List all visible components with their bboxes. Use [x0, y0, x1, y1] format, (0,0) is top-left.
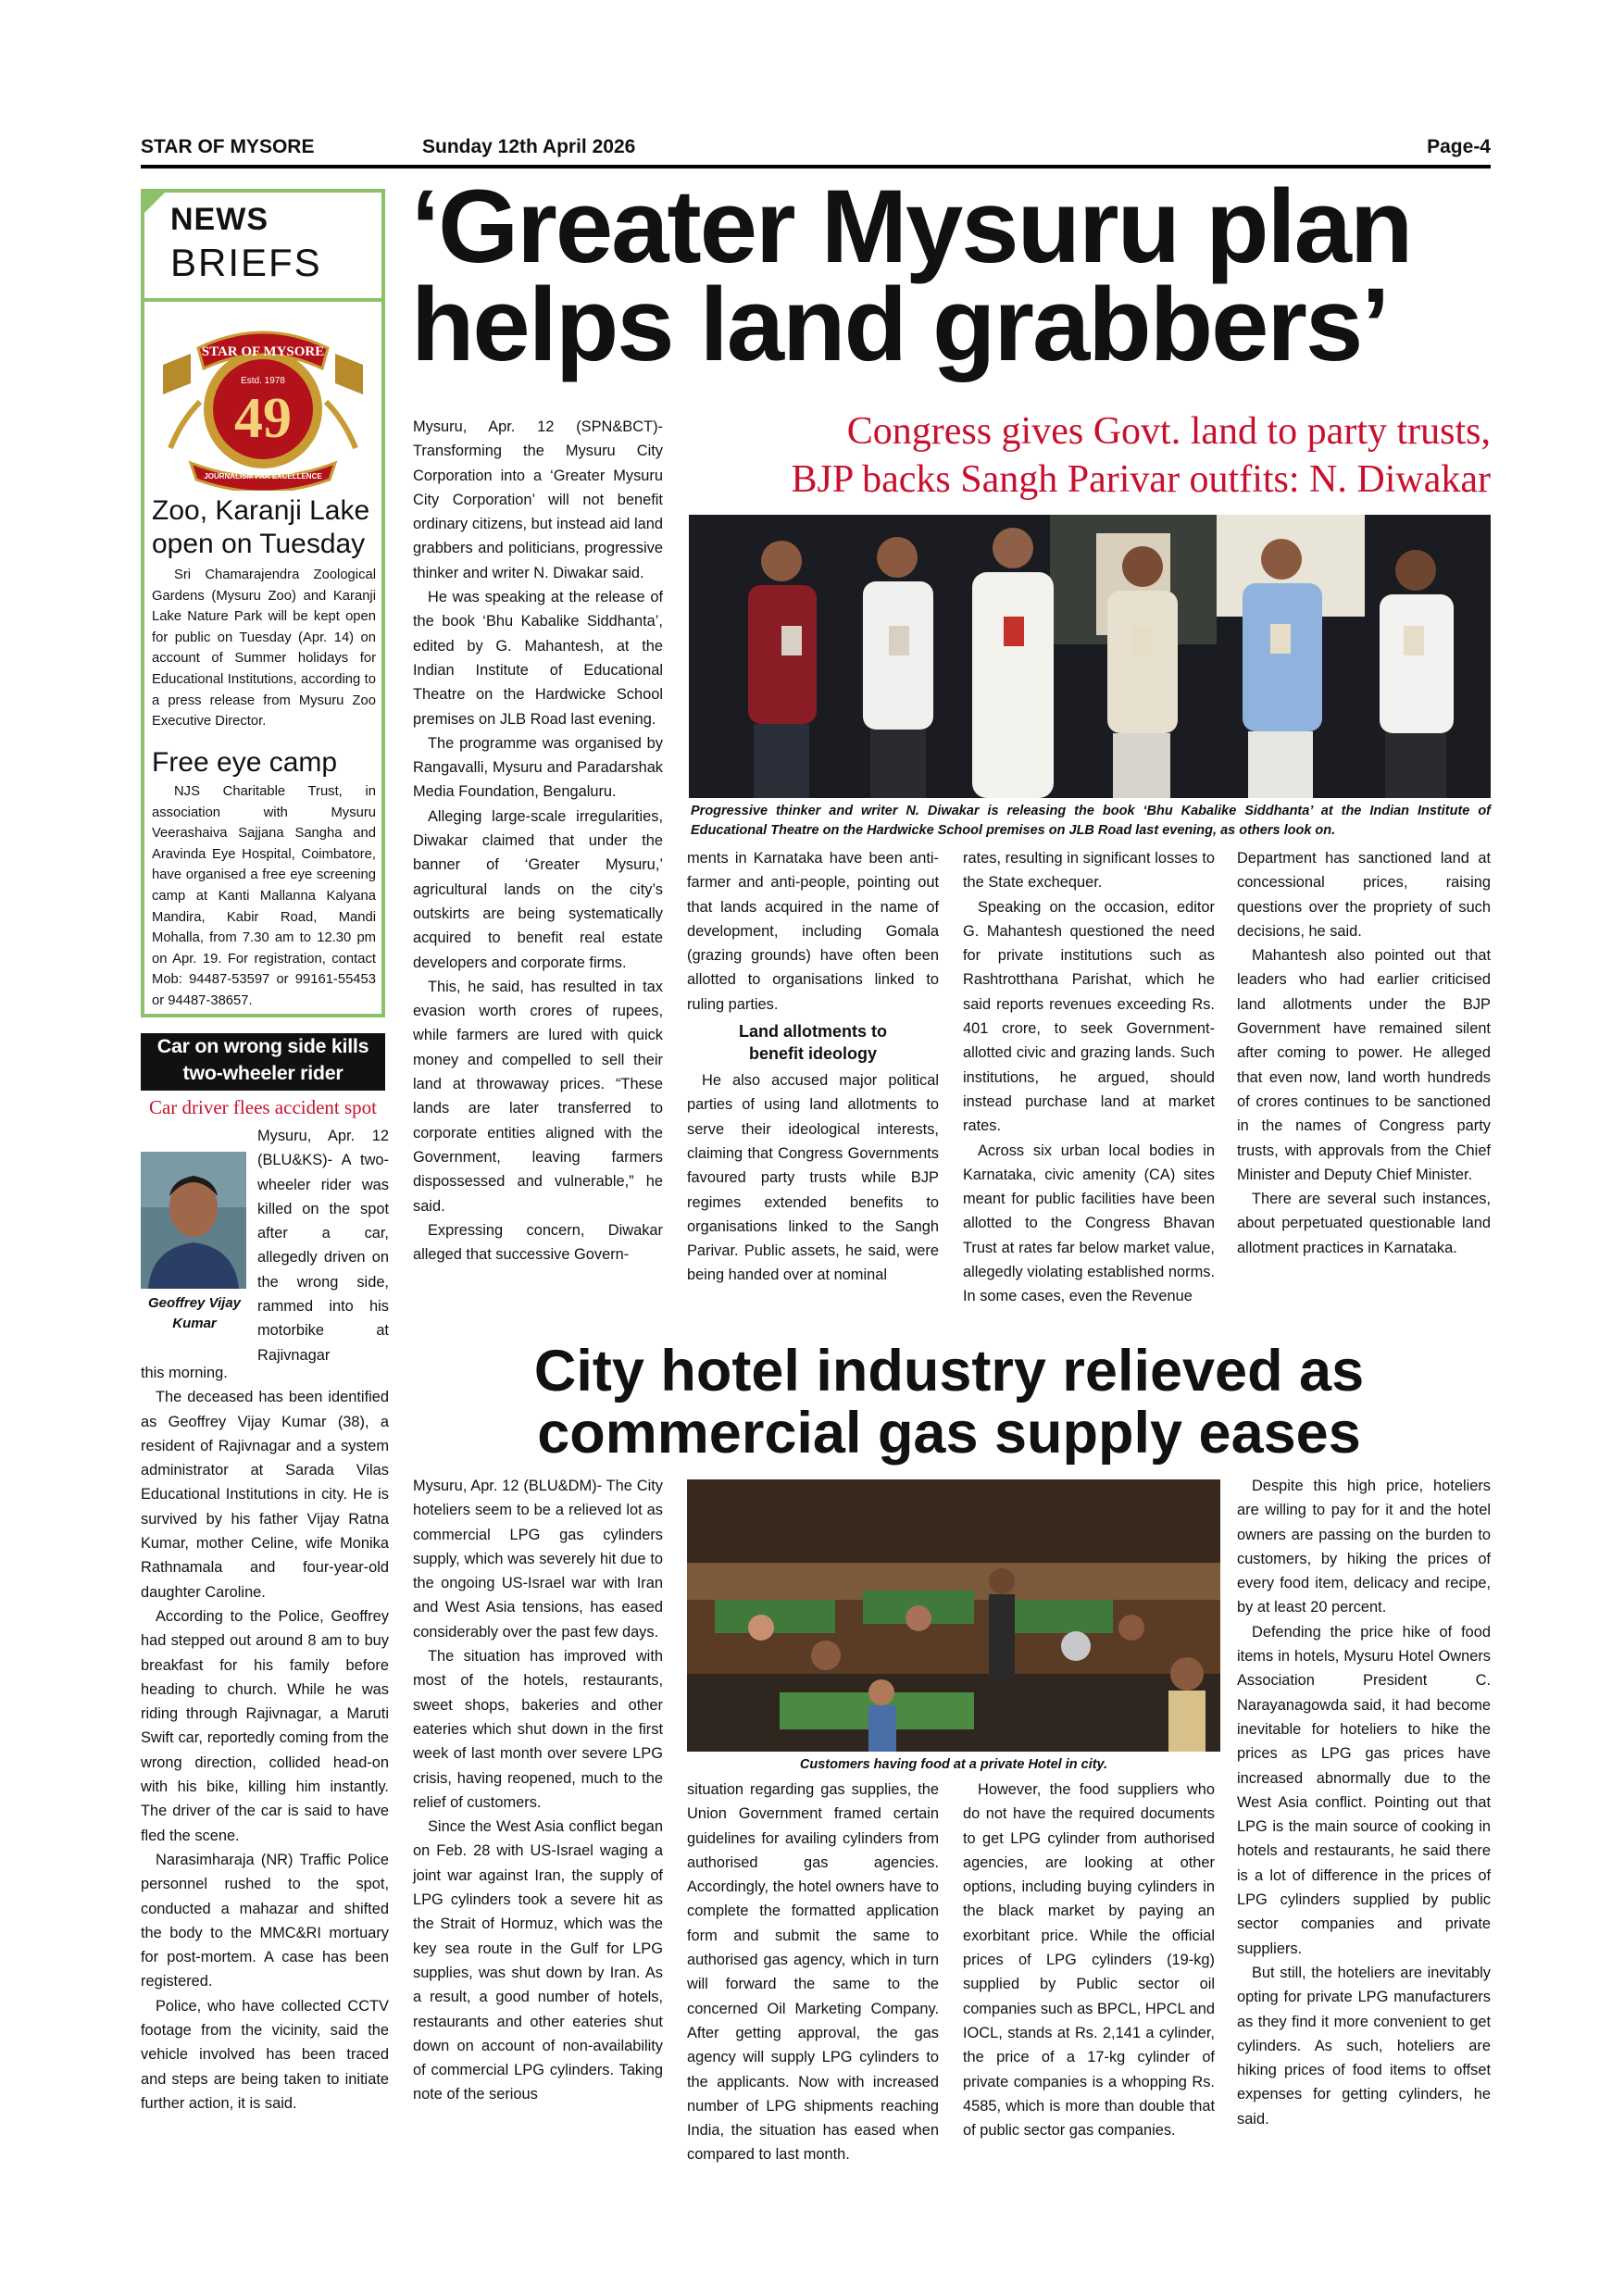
accident-headline-line2: two-wheeler rider	[182, 1062, 344, 1084]
paragraph: Narasimharaja (NR) Traffic Police personnel rushed to the spot, conducted a mahazar and shifted the body to the MMC&RI mortuary for post-mortem. A case has been registered.	[141, 1851, 389, 1990]
paragraph: ments in Karnataka have been anti-farmer and anti-people, pointing out that lands acquired in the name of development, including Gomala (grazing grounds) have often been allotted to organisations linked to ruling parties.	[687, 850, 939, 1013]
lead-inline-subhead	[687, 1020, 939, 1065]
hotel-headline	[407, 1341, 1491, 1465]
paragraph: He was speaking at the release of the book ‘Bhu Kabalike Siddhanta’, edited by G. Mahantesh, at the Indian Institute of Educational Theatre on the Hardwicke School premises on JLB Road last evening.	[413, 589, 663, 728]
anniversary-logo	[154, 309, 372, 491]
paragraph: Alleging large-scale irregularities, Diwakar claimed that under the banner of ‘Greater Mysuru,’ agricultural lands on the city’s outskirts are being systematically acquired to benefit real estate developers and corporate firms.	[413, 807, 663, 971]
book-release-caption: Progressive thinker and writer N. Diwakar is releasing the book ‘Bhu Kabalike Siddhanta’ at the Indian Institute of Educational Theatre on the Hardwicke School premises on JLB Road last evening, as others look on.	[691, 804, 1491, 838]
hotel-col-4	[1237, 1474, 1491, 2131]
issue-date: Sunday 12th April 2026	[422, 136, 636, 157]
paragraph: Mysuru, Apr. 12 (BLU&DM)- The City hoteliers seem to be a relieved lot as commercial LPG gas cylinders supply, which was severely hit due to the ongoing US-Israel war with Iran and West Asia tensions, has eased considerably over the past few days.	[413, 1478, 663, 1641]
lead-col-1	[413, 415, 663, 1267]
paragraph: Mahantesh also pointed out that leaders who had earlier criticised land allotments under the BJP Government have remained silent after coming to power. He alleged that even now, land worth hundreds of crores continues to be sanctioned in the names of Congress party trusts, with approvals from the Chief Minister and Deputy Chief Minister.	[1237, 947, 1491, 1183]
paragraph: The programme was organised by Rangavalli, Mysuru and Paradarshak Media Foundation, Bengaluru.	[413, 734, 663, 801]
brief-item	[152, 494, 376, 732]
brief-body: NJS Charitable Trust, in association with Mysuru Veerashaiva Sajjana Sangha and Aravinda Eye Hospital, Coimbatore, have organised a free eye screening camp at Kanti Mallanna Kalyana Mandira, Kabir Road, Mandi Mohalla, from 7.30 am to 12.30 pm on Apr. 19. For registration, contact Mob: 94487-53597 or 99161-55453 or 94487-38657.	[152, 784, 376, 1008]
paragraph: However, the food suppliers who do not have the required documents to get LPG cylinder from authorised agencies, are looking at other options, including buying cylinders in the black market by paying an exorbitant price. While the official prices of LPG cylinders (19-kg) supplied by Public sector oil companies such as BPCL, HPCL and IOCL, stands at Rs. 2,141 a cylinder, the price of a 17-kg cylinder of private companies is a whopping Rs. 4585, which is more than double that of public sector gas companies.	[963, 1781, 1215, 2140]
paragraph: But still, the hoteliers are inevitably opting for private LPG manufacturers as they find it more convenient to get cylinders. As such, hoteliers are hiking prices of food items to offset expenses for getting cylinders, he said.	[1237, 1964, 1491, 2128]
paragraph: The deceased has been identified as Geoffrey Vijay Kumar (38), a resident of Rajivnagar and a system administrator at Sarada Vilas Educational Institutions in city. He is survived by his father Vijay Ratna Kumar, mother Celine, wife Monika Rathnamala and four-year-old daughter Caroline.	[141, 1389, 389, 1601]
lead-col-2	[687, 846, 939, 1288]
accident-headline-line1: Car on wrong side kills	[156, 1035, 369, 1057]
news-briefs-title-bottom: BRIEFS	[170, 241, 322, 284]
hotel-col-1	[413, 1474, 663, 2107]
lead-headline	[411, 168, 1491, 382]
lead-headline-line1: ‘Greater Mysuru plan	[411, 168, 1412, 284]
lead-col-4	[1237, 846, 1491, 1260]
paragraph: This, he said, has resulted in tax evasion worth crores of rupees, while farmers are lured with quick money and compelled to sell their land at throwaway prices. “These lands are later transferred to corporate entities aligned with the Government, leaving farmers dispossessed and vulnerable,” he said.	[413, 978, 663, 1215]
lead-subhead-line1: Congress gives Govt. land to party trusts,	[846, 410, 1491, 453]
paragraph: Across six urban local bodies in Karnataka, civic amenity (CA) sites meant for public facilities have been allotted to the Congress Bhavan Trust at rates far below market value, allegedly violating established norms. In some cases, even the Revenue	[963, 1142, 1215, 1305]
briefs-divider	[141, 298, 385, 302]
logo-ribbon-text: STAR OF MYSORE	[201, 344, 325, 359]
paragraph: According to the Police, Geoffrey had stepped out around 8 am to buy breakfast for his family before heading to church. While he was riding through Rajivnagar, a Maruti Swift car, reportedly coming from the wrong direction, collided head-on with his bike, killing him instantly. The driver of the car is said to have fled the scene.	[141, 1607, 389, 1844]
hotel-headline-line2: commercial gas supply eases	[537, 1401, 1361, 1466]
paragraph: He also accused major political parties of using land allotments to serve their ideological interests, claiming that Congress Governments favoured party trusts while BJP regimes extended benefits to organisations linked to the Sangh Parivar. Public assets, he said, were being handed over at nominal	[687, 1072, 939, 1284]
lead-subhead	[685, 407, 1491, 504]
lead-subhead-line2: BJP backs Sangh Parivar outfits: N. Diwakar	[791, 458, 1491, 501]
hotel-col-3	[963, 1778, 1215, 2142]
hotel-photo-caption: Customers having food at a private Hotel in city.	[799, 1757, 1108, 1772]
page-number: Page-4	[1427, 136, 1491, 157]
paragraph: The situation has improved with most of the hotels, restaurants, sweet shops, bakeries and other eateries which shut down in the first week of last month over severe LPG crisis, having reopened, much to the relief of customers.	[413, 1648, 663, 1811]
logo-estd-text: Estd. 1978	[241, 376, 285, 386]
logo-number: 49	[234, 387, 292, 450]
brief-headline: Zoo, Karanji Lake open on Tuesday	[152, 495, 370, 559]
victim-photo	[141, 1152, 246, 1289]
accident-lede: Mysuru, Apr. 12 (BLU&KS)- A two-wheeler rider was killed on the spot after a car, allegedly driven on the wrong side, rammed into his motorbike at Rajivnagar	[257, 1128, 389, 1364]
paragraph: Expressing concern, Diwakar alleged that successive Govern-	[413, 1221, 663, 1264]
paragraph: Despite this high price, hoteliers are willing to pay for it and the hotel owners are passing on the burden to customers, by hiking the prices of every food item, delicacy and recipe, by at least 20 percent.	[1237, 1478, 1491, 1616]
paragraph: rates, resulting in significant losses to the State exchequer.	[963, 850, 1215, 892]
accident-headline	[141, 1033, 385, 1091]
brief-item	[152, 746, 376, 1012]
paragraph: Mysuru, Apr. 12 (SPN&BCT)- Transforming the Mysuru City Corporation into a ‘Greater Mysuru City Corporation’ will not benefit ordinary citizens, but instead aid land grabbers and politicians, progressive thinker and writer N. Diwakar said.	[413, 418, 663, 581]
paragraph: Department has sanctioned land at concessional prices, raising questions over the propriety of such decisions, he said.	[1237, 850, 1491, 940]
brief-headline: Free eye camp	[152, 747, 338, 778]
publication-name: STAR OF MYSORE	[141, 136, 315, 157]
paragraph: situation regarding gas supplies, the Union Government framed certain guidelines for availing cylinders from authorised gas agencies. Accordingly, the hotel owners have to complete the formatted application form and submit the same to authorised gas agency, which in turn will forward the same to the concerned Oil Marketing Company. After getting approval, the gas agency will supply LPG cylinders to the applicants. Now with increased number of LPG shipments reaching India, the situation has eased when compared to last month.	[687, 1781, 939, 2164]
hotel-photo	[687, 1479, 1220, 1752]
paragraph: There are several such instances, about perpetuated questionable land allotment practices in Karnataka.	[1237, 1191, 1491, 1256]
paragraph: this morning.	[141, 1365, 228, 1381]
book-release-photo	[689, 515, 1491, 798]
lead-col-3	[963, 846, 1215, 1309]
corner-marker	[144, 193, 165, 213]
lead-headline-line2: helps land grabbers’	[411, 267, 1389, 382]
accident-body	[141, 1361, 389, 2115]
lead-inline-subhead-line1: Land allotments to	[738, 1022, 887, 1042]
hotel-col-2	[687, 1778, 939, 2167]
logo-motto: JOURNALISM PAR EXCELLENCE	[204, 472, 322, 480]
victim-photo-caption: Geoffrey Vijay Kumar	[147, 1295, 242, 1331]
news-briefs-box	[141, 189, 385, 1017]
brief-body: Sri Chamarajendra Zoological Gardens (Mysuru Zoo) and Karanji Lake Nature Park will be kept open for public on Tuesday (Apr. 14) on account of Summer holidays for Educational Institutions, according to a press release from Mysuru Zoo Executive Director.	[152, 568, 376, 730]
paragraph: Police, who have collected CCTV footage from the vicinity, said the vehicle involved has been traced and steps are being taken to initiate further action, it is said.	[141, 1997, 389, 2112]
paragraph: Speaking on the occasion, editor G. Mahantesh questioned the need for private institutions such as Rashtrotthana Parishat, which he said reports revenues exceeding Rs. 401 crore, to seek Government-allotted civic and grazing lands. Such institutions, he argued, should instead purchase land at market rates.	[963, 898, 1215, 1135]
hotel-headline-line1: City hotel industry relieved as	[533, 1339, 1365, 1404]
paragraph: Since the West Asia conflict began on Feb. 28 with US-Israel waging a joint war against Iran, the supply of LPG cylinders took a severe hit as the Strait of Hormuz, which was the key sea route in the Gulf for LPG supplies, was shut down by Iran. As a result, a good number of hotels, restaurants and other eateries shut down on account of non-availability of commercial LPG cylinders. Taking note of the serious	[413, 1818, 663, 2103]
paragraph: Defending the price hike of food items in hotels, Mysuru Hotel Owners Association President C. Narayanagowda said, it had become inevitable for hoteliers to hike the prices as LPG gas prices have increased abnormally due to the West Asia conflict. Pointing out that LPG is the main source of cooking in hotels and restaurants, he said there is a lot of difference in the prices of LPG cylinders supplied by public sector companies and private suppliers.	[1237, 1623, 1491, 1957]
accident-subhead: Car driver flees accident spot	[148, 1096, 378, 1118]
lead-inline-subhead-line2: benefit ideology	[748, 1044, 877, 1064]
news-briefs-title-top: NEWS	[170, 202, 269, 237]
